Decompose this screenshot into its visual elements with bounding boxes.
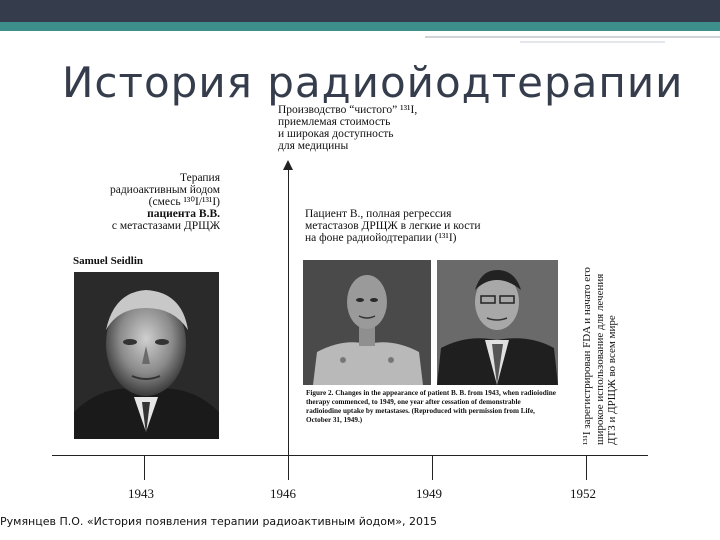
scientist-name: Samuel Seidlin xyxy=(73,255,143,267)
caption-line: ДТЗ и ДРЩЖ во всем мире xyxy=(606,315,618,445)
footer-citation: Румянцев П.О. «История появления терапии радиоактивным йодом», 2015 xyxy=(0,515,437,528)
caption-line: приемлемая стоимость xyxy=(278,116,391,128)
timeline-arrow-line xyxy=(288,168,289,456)
timeline-year: 1946 xyxy=(270,486,296,501)
caption-line: пациента В.В. xyxy=(147,208,220,220)
caption-line: радиоактивным йодом xyxy=(109,184,220,196)
caption-line: широкое использование для лечения xyxy=(593,273,606,445)
timeline-tick xyxy=(288,455,289,480)
caption-line: ¹³¹I зарегистрирован FDA и начато его xyxy=(581,267,593,445)
header-bar xyxy=(0,0,720,22)
decor-line xyxy=(520,41,665,43)
caption-patient xyxy=(305,208,481,244)
header-accent-bar xyxy=(0,22,720,31)
patient-photo-1949 xyxy=(437,260,558,385)
timeline-tick xyxy=(144,455,145,480)
caption-line: (смесь ¹³⁰I/¹³¹I) xyxy=(148,196,220,208)
figure-caption: Figure 2. Changes in the appearance of patient B. B. from 1943, when radioiodine therapy commenced, to 1949, one year after cessation of demonstrable radioiodine uptake by metastases. (Reproduced with permission from Life, October 31, 1949.) xyxy=(306,389,556,424)
caption-line: Производство “чистого” ¹³¹I, xyxy=(278,104,418,116)
caption-line: Пациент В., полная регрессия xyxy=(305,208,452,220)
timeline-year: 1943 xyxy=(128,486,154,501)
decor-line xyxy=(425,36,720,38)
patient-photo-1943 xyxy=(303,260,431,385)
timeline-tick xyxy=(432,455,433,480)
timeline-year: 1952 xyxy=(570,486,596,501)
portrait-samuel-seidlin xyxy=(74,272,219,439)
caption-fda xyxy=(581,267,619,445)
caption-line: на фоне радиойодтерапии (¹³¹I) xyxy=(305,232,457,244)
timeline-year: 1949 xyxy=(416,486,442,501)
caption-line: и широкая доступность xyxy=(278,128,394,140)
caption-therapy xyxy=(60,172,220,232)
arrow-up-icon xyxy=(283,160,293,170)
caption-line: Терапия xyxy=(180,172,220,184)
timeline-axis xyxy=(52,455,648,456)
timeline-tick xyxy=(586,455,587,480)
header-divider xyxy=(0,31,720,35)
caption-production xyxy=(278,104,417,152)
caption-line: с метастазами ДРЩЖ xyxy=(111,220,220,232)
caption-line: метастазов ДРЩЖ в легкие и кости xyxy=(305,220,481,232)
slide-number: 40 xyxy=(689,6,708,25)
caption-line: для медицины xyxy=(278,140,349,152)
slide-title: История радиойодтерапии xyxy=(62,58,684,107)
